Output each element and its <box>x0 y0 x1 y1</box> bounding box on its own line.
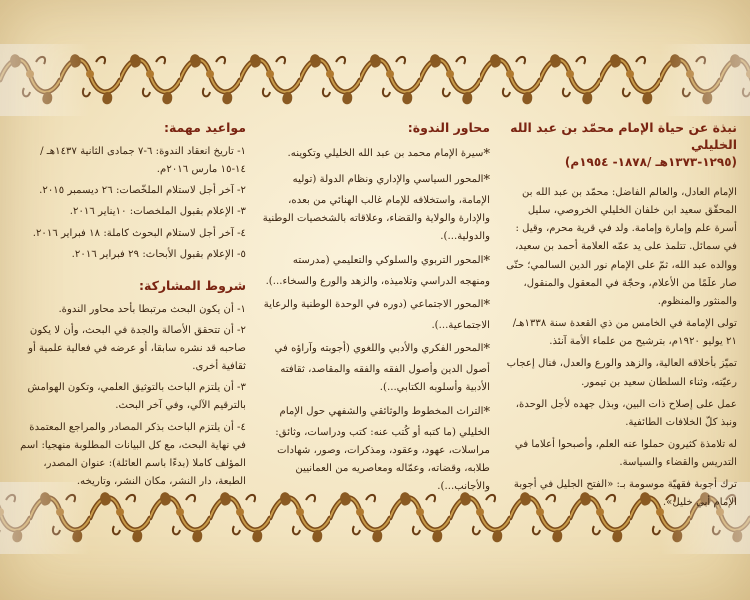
condition-item: ٤- أن يلتزم الباحث بذكر المصادر والمراجع المعتمدة في نهاية البحث، مع كل البيانات المطلوبة منهجيا: اسم المؤلف كاملا (بدءًا باسم العائلة): عنوان المصدر، الطبعة، دار النشر، مكان النشر، وتاريخه. <box>20 421 246 488</box>
axis-item <box>262 401 490 497</box>
date-item: ٣- الإعلام بقبول الملخصات: ١٠يناير ٢٠١٦. <box>69 206 246 218</box>
biography-paragraph: عمل على إصلاح ذات البين، وبذل جهده لأجل الوحدة، ونبذ كلّ الخلافات الطائفية. <box>515 398 737 428</box>
date-item: ٤- آخر أجل لاستلام البحوث كاملة: ١٨ فبراير ٢٠١٦. <box>32 227 246 239</box>
top-ornament-border <box>0 44 750 116</box>
condition-item: ١- أن يكون البحث مرتبطا بأحد محاور الندوة. <box>58 303 246 315</box>
dates-title: مواعيد مهمة: <box>163 120 246 135</box>
dates-and-conditions-panel <box>14 120 246 494</box>
asterisk-bullet-icon: * <box>483 404 490 420</box>
asterisk-bullet-icon: * <box>483 146 490 162</box>
date-item: ٥- الإعلام بقبول الأبحاث: ٢٩ فبراير ٢٠١٦. <box>71 248 246 260</box>
biography-paragraph: تميّز بأخلاقه العالية، والزهد والورع والعدل، فنال إعجاب رعيّته، وثناء السلطان سعيد بن تيمور. <box>506 358 737 388</box>
axis-item <box>262 143 490 166</box>
asterisk-bullet-icon: * <box>483 342 490 358</box>
condition-item: ٢- أن تتحقق الأصالة والجدة في البحث، وأن لا يكون صاحبه قد نشره سابقا، أو عرضه في فعالية علمية أو ثقافية أخرى. <box>28 324 246 373</box>
asterisk-bullet-icon: * <box>483 297 490 313</box>
biography-panel <box>505 120 737 517</box>
biography-paragraph: الإمام العادل، والعالم الفاضل: محمّد بن عبد الله بن المحقّق سعيد ابن خلفان الخليلي الخروصي، سليل أسرة علم وإمارة وإمامة. ولد في قرية محرم، وقيل : في سمائل. تتلمذ على يد عمّه العلامة أحمد بن سعيد، ووالده عبد الله، ثمّ على الإمام نور الدين السالمي؛ حتّى صار علَمًا من الأعلام، وحجّة في المعقول والمنقول، والمنثور والمنظوم. <box>506 186 737 307</box>
symposium-axes-panel <box>262 120 490 499</box>
axis-item <box>262 338 490 397</box>
floral-scroll-ornament-top <box>0 44 750 116</box>
axis-item <box>262 294 490 335</box>
biography-title-line1: نبذة عن حياة الإمام محمّد بن عبد الله الخليلي <box>510 120 737 152</box>
axis-item-text: المحور الفكري والأدبي واللغوي (أجوبته وآراؤه في أصول الدين وأصول الفقه والفقه والمقاصد، ثقافته الأدبية وأسلوبه الكتابي...). <box>274 343 490 394</box>
axis-item <box>262 169 490 247</box>
axis-item-text: سيرة الإمام محمد بن عبد الله الخليلي وتكوينه. <box>287 147 484 159</box>
axes-title: محاور الندوة: <box>407 120 490 135</box>
conditions-title: شروط المشاركة: <box>139 277 246 293</box>
asterisk-bullet-icon: * <box>483 173 490 188</box>
biography-title <box>505 120 737 170</box>
biography-paragraph: تولى الإمامة في الخامس من ذي القعدة سنة ١٣٣٨هـ/٢١ يوليو ١٩٢٠م، بترشيح من علماء الأمة آنئذ. <box>512 318 737 348</box>
axis-item <box>262 250 490 291</box>
date-item: ١- تاريخ انعقاد الندوة: ٦-٧ جمادى الثانية ١٤٣٧هـ / ١٤-١٥ مارس ٢٠١٦م. <box>40 145 246 176</box>
biography-title-dates: (١٢٩٥-١٣٧٣هـ /١٨٧٨- ١٩٥٤م) <box>564 154 737 169</box>
asterisk-bullet-icon: * <box>483 253 490 269</box>
axis-item-text: المحور السياسي والإداري ونظام الدولة (توليه الإمامة، واستخلافه للإمام غالب الهنائي من بعده، والإدارة والولاية والقضاء، وعلاقاته بالشخصيات الوطنية والدولية...). <box>262 174 490 243</box>
date-item: ٢- آخر أجل لاستلام الملخّصات: ٢٦ ديسمبر ٢٠١٥. <box>39 185 246 197</box>
axis-item-text: التراث المخطوط والوثائقي والشفهي حول الإمام الخليلي (ما كتبه أو كُتب عنه: كتب ودراسات، وثائق: مراسلات، عهود، وعقود، ومذكرات، وصور، شهادات طلابه، وقضاته، وعمّاله ومعاصريه من العمانيين والأجانب...). <box>275 405 490 493</box>
condition-item: ٣- أن يلتزم الباحث بالتوثيق العلمي، وتكون الهوامش بالترقيم الآلي، وفي آخر البحث. <box>27 382 246 412</box>
biography-paragraph: ترك أجوبة فقهيّة موسومة بـ: «الفتح الجليل في أجوبة الإمام أبي خليل». <box>513 479 737 509</box>
biography-paragraph: له تلامذة كثيرون حملوا عنه العلم، وأصبحوا أعلاما في التدريس والقضاء والسياسة. <box>514 438 737 469</box>
axis-item-text: المحور التربوي والسلوكي والتعليمي (مدرسته ومنهجه الدراسي وتلاميذه، والزهد والورع والسخاء...). <box>265 254 490 287</box>
axis-item-text: المحور الاجتماعي (دوره في الوحدة الوطنية والرعاية الاجتماعية...). <box>263 298 490 331</box>
